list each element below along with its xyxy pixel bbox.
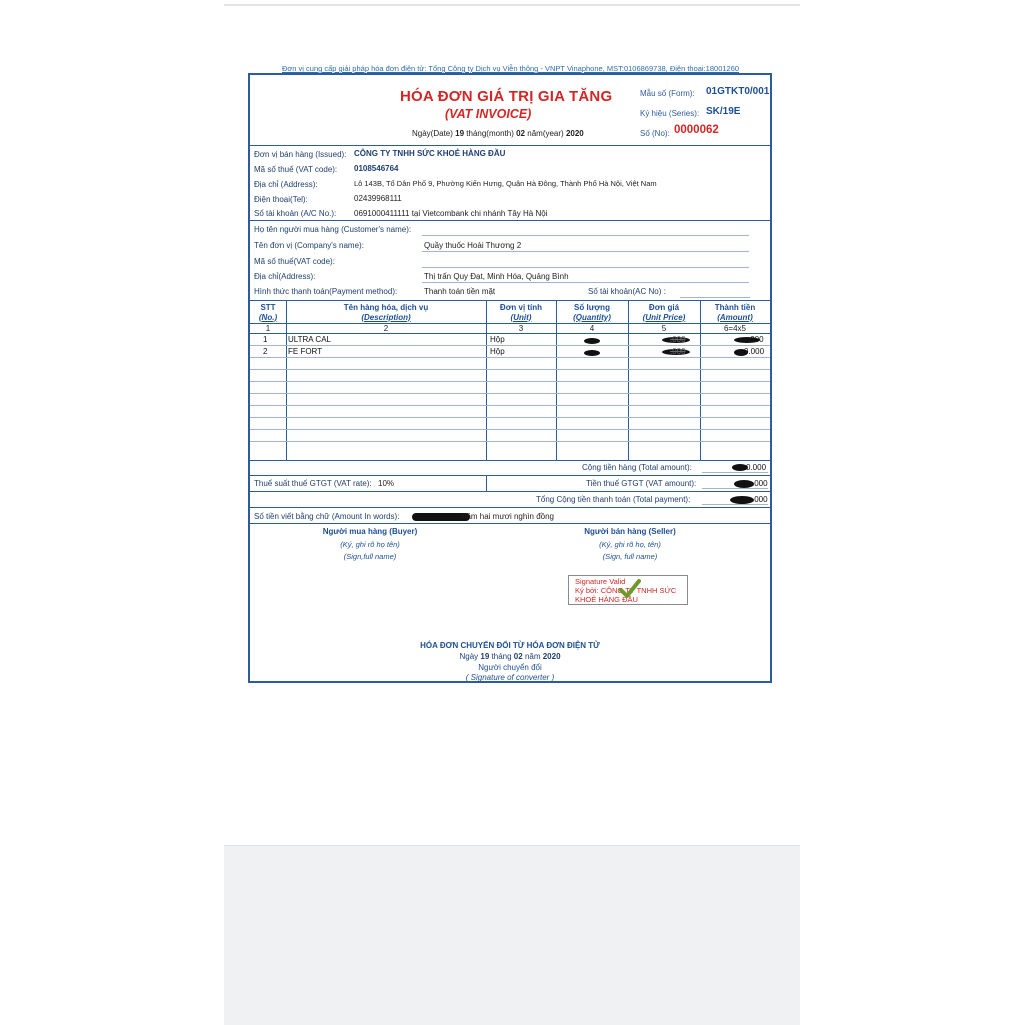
row-line [250,441,770,442]
divider-table [250,460,770,461]
form-value: 01GTKT0/001 [706,86,770,97]
amount-words-value: năm hai mươi nghìn đồng [462,512,554,521]
vat-amount-tail: .000 [752,479,768,488]
date-prefix: Ngày(Date) [412,129,453,138]
seller-signature-note-en: (Sign, full name) [602,552,658,561]
buyer-signature-title: Người mua hàng (Buyer) [322,527,418,536]
divider-buyer [250,300,770,301]
divider-total [250,507,770,508]
col-number-5: 5 [661,324,667,333]
divider-header [250,145,770,146]
col-number-1: 1 [265,324,271,333]
buyer-vat-label: Mã số thuế(VAT code): [254,257,335,266]
redaction-mark [584,350,600,356]
row2-amount-tail: 0.000 [744,347,765,356]
seller-signature-note: (Ký, ghi rõ họ, tên) [599,540,661,549]
page-margin-right [800,0,1024,845]
divider-seller [250,220,770,221]
buyer-address-value: Thị trấn Quy Đạt, Minh Hóa, Quảng Bình [424,272,569,281]
redaction-mark [584,338,600,344]
digital-signature-stamp [568,575,688,605]
divider-words [250,523,770,524]
date-year-label: năm(year) [527,129,564,138]
col-header-quantity: Số lượng (Quantity) [573,303,611,322]
date-day: 19 [455,129,465,138]
page-margin-left [0,0,224,845]
col-line-3 [556,300,557,460]
bottom-gutter [224,845,800,1025]
seller-tel-label: Điện thoại(Tel): [254,195,308,204]
vat-amount-line [702,488,768,489]
converter-title: HÓA ĐƠN CHUYỂN ĐỔI TỪ HÓA ĐƠN ĐIỆN TỬ [420,641,600,650]
vat-rate-separator [486,475,487,491]
col-header-unit: Đơn vị tính (Unit) [499,303,543,322]
checkmark-icon [619,578,641,600]
row1-no: 1 [263,335,268,344]
invoice-document [248,73,772,683]
buyer-signature-note-en: (Sign,full name) [343,552,397,561]
row1-amount-tail: .000 [748,335,764,344]
col-header-unit-price: Đơn giá (Unit Price) [642,303,686,322]
series-value: SK/19E [706,106,741,117]
col-number-4: 4 [589,324,595,333]
row-line [250,381,770,382]
divider-vat [250,491,770,492]
invoice-date [412,129,584,138]
seller-address-label: Địa chỉ (Address): [254,180,318,189]
seller-address-value: Lô 143B, Tổ Dân Phố 9, Phường Kiến Hưng, Quận Hà Đông, Thành Phố Hà Nội, Việt Nam [354,179,657,188]
stamp-signer-text-2: KHOẺ HÀNG ĐẦU [575,595,638,604]
converter-person: Người chuyển đổi [478,663,542,672]
buyer-company-value: Quầy thuốc Hoài Thương 2 [424,241,522,250]
divider-subtotal [250,475,770,476]
seller-tel-value: 02439968111 [354,194,402,203]
total-payment-line [702,504,768,505]
converter-signature: ( Signature of converter ) [465,673,555,682]
row1-price-tail: .000 [670,335,686,344]
buyer-company-label: Tên đơn vị (Company's name): [254,241,364,250]
stamp-signer-text: Ký bởi: CÔNG TY TNHH SỨC [575,586,677,595]
col-line-1 [286,300,287,460]
row-line [250,369,770,370]
stamp-valid-text: Signature Valid [575,577,626,586]
col-number-6: 6=4x5 [723,324,747,333]
row2-no: 2 [263,347,268,356]
invoice-no-label: Số (No): [640,129,670,138]
top-divider [224,4,800,6]
row-line [250,417,770,418]
buyer-payment-value: Thanh toán tiền mặt [424,287,496,296]
col-header-amount: Thành tiền (Amount) [714,303,756,322]
buyer-address-line [422,282,749,283]
date-month: 02 [516,129,526,138]
row1-description: ULTRA CAL [288,335,331,344]
subtotal-tail: 0.000 [746,463,767,472]
row2-description: FE FORT [288,347,323,356]
col-header-description: Tên hàng hóa, dịch vụ (Description) [343,303,429,322]
row2-price-tail: .000 [670,347,686,356]
seller-vat-value: 0108546764 [354,164,399,173]
col-line-4 [628,300,629,460]
buyer-account-label: Số tài khoản(AC No) : [588,287,666,296]
seller-issued-value: CÔNG TY TNHH SỨC KHOẺ HÀNG ĐẦU [354,149,506,158]
seller-signature-title: Người bán hàng (Seller) [584,527,676,536]
col-number-rule [250,333,770,334]
col-number-2: 2 [383,324,389,333]
redaction-mark [730,496,754,504]
seller-vat-label: Mã số thuế (VAT code): [254,165,338,174]
row2-unit: Hộp [490,347,505,356]
form-label: Mẫu số (Form): [640,89,695,98]
seller-issued-label: Đơn vị bán hàng (Issued): [254,150,347,159]
converter-date: Ngày 19 tháng 02 năm 2020 [459,652,561,661]
invoice-subtitle: (VAT INVOICE) [445,107,532,121]
buyer-account-line [680,297,750,298]
invoice-no-value: 0000062 [674,124,719,136]
row-line [250,345,770,346]
row1-unit: Hộp [490,335,505,344]
row-line [250,357,770,358]
row-line [250,393,770,394]
buyer-customer-line [422,235,749,236]
vat-rate-label: Thuế suất thuế GTGT (VAT rate): [254,479,372,488]
invoice-title: HÓA ĐƠN GIÁ TRỊ GIA TĂNG [400,88,613,105]
buyer-vat-line [422,267,749,268]
seller-account-value: 0691000411111 tại Vietcombank chi nhánh Tây Hà Nội [354,209,548,218]
buyer-company-line [422,251,749,252]
row-line [250,405,770,406]
date-month-label: tháng(month) [466,129,514,138]
vat-rate-value: 10% [378,479,395,488]
redaction-mark [734,480,754,488]
seller-account-label: Số tài khoản (A/C No.): [254,209,337,218]
amount-words-label: Số tiền viết bằng chữ (Amount In words): [254,512,400,521]
vat-amount-label: Tiền thuế GTGT (VAT amount): [586,479,697,488]
date-year: 2020 [565,129,584,138]
col-header-no: STT (No.) [258,303,278,322]
provider-line: Đơn vị cung cấp giải pháp hóa đơn điện tử: Tổng Công ty Dịch vụ Viễn thông - VNPT Vinaphone, MST:0106869738, Điện thoại:18001260 [281,64,740,73]
buyer-customer-label: Họ tên người mua hàng (Customer's name): [254,225,412,234]
series-label: Ký hiệu (Series): [640,109,700,118]
col-number-3: 3 [518,324,524,333]
buyer-signature-note: (Ký, ghi rõ họ tên) [340,540,400,549]
total-payment-tail: .000 [752,495,768,504]
buyer-payment-label: Hình thức thanh toán(Payment method): [254,287,398,296]
col-line-5 [700,300,701,460]
row-line [250,429,770,430]
subtotal-label: Cộng tiền hàng (Total amount): [582,463,692,472]
buyer-address-label: Địa chỉ(Address): [254,272,316,281]
total-payment-label: Tổng Cộng tiền thanh toán (Total payment): [536,495,691,504]
subtotal-line [702,472,768,473]
col-line-2 [486,300,487,460]
